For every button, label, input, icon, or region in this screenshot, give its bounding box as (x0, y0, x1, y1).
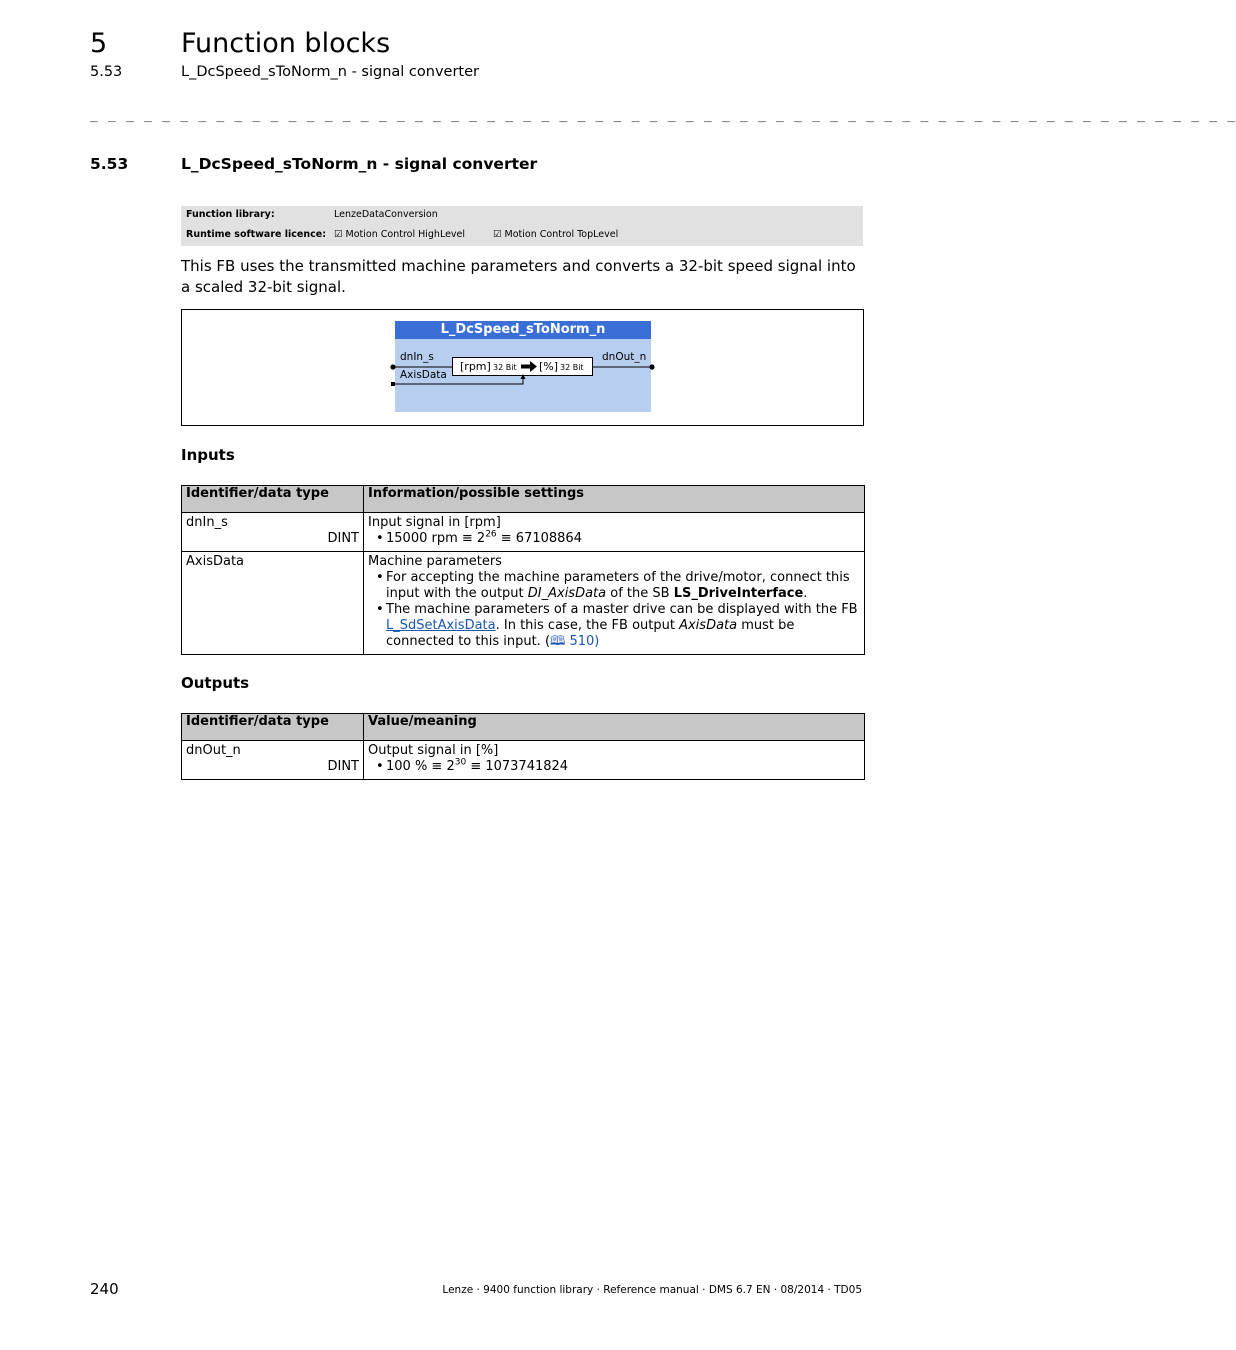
outputs-col-identifier: Identifier/data type (182, 714, 364, 741)
library-info-box (181, 206, 863, 246)
bullet-item: • The machine parameters of a master drive can be displayed with the FB L_SdSetAxisData. In this case, the FB output AxisData must be connected to this input. (🕮 510) (386, 602, 860, 650)
section-number: 5.53 (90, 155, 129, 173)
conv-out-unit: [%] (539, 360, 559, 373)
section-title: L_DcSpeed_sToNorm_n - signal converter (181, 155, 538, 173)
diagram-wires (182, 310, 863, 425)
bullet-item: • For accepting the machine parameters of the drive/motor, connect this input with the output DI_AxisData of the SB LS_DriveInterface. (386, 570, 860, 602)
chapter-number: 5 (90, 28, 108, 59)
header-section-number: 5.53 (90, 64, 123, 80)
arrowhead-axisdata (521, 374, 526, 379)
intro-paragraph: This FB uses the transmitted machine parameters and converts a 32-bit speed signal into a scaled 32-bit signal. (181, 257, 856, 296)
table-header-row (182, 714, 865, 741)
inputs-col-info: Information/possible settings (364, 486, 865, 513)
function-block-title: L_DcSpeed_sToNorm_n (395, 321, 651, 339)
info-text: Output signal in [%] (368, 743, 499, 758)
table-header-row (182, 486, 865, 513)
bullet-item: • 15000 rpm ≡ $2^{26} \equiv 67108864$ (386, 531, 860, 547)
table-row (182, 741, 865, 780)
page-number: 240 (90, 1280, 119, 1298)
header-separator: _ _ _ _ _ _ _ _ _ _ _ _ _ _ _ _ _ _ _ _ _ _ _ _ _ _ _ _ _ _ _ _ _ _ _ _ _ _ _ _ _ _ _ _ _ _ _ _ _ _ _ _ _ _ _ _ _ _ _ _ _ _ _ _ (90, 108, 1236, 123)
data-type: DINT (327, 531, 359, 546)
info-cell (364, 552, 865, 655)
footer-text: Lenze · 9400 function library · Reference manual · DMS 6.7 EN · 08/2014 · TD05 (442, 1284, 862, 1296)
inputs-heading: Inputs (181, 446, 235, 464)
table-row (182, 513, 865, 552)
connector-dnout (649, 364, 654, 369)
conv-in-unit: [rpm] (460, 360, 491, 373)
data-type: DINT (327, 759, 359, 774)
input-label-axisdata: AxisData (400, 369, 447, 381)
conv-out-bits: 32 Bit (560, 363, 584, 372)
inputs-col-identifier: Identifier/data type (182, 486, 364, 513)
outputs-table (181, 713, 865, 780)
outputs-col-value: Value/meaning (364, 714, 865, 741)
info-cell (364, 513, 865, 552)
connector-axisdata (391, 382, 395, 386)
table-row (182, 552, 865, 655)
outputs-heading: Outputs (181, 674, 250, 692)
chapter-title: Function blocks (181, 28, 391, 59)
identifier: dnIn_s (186, 515, 228, 530)
info-text: Machine parameters (368, 554, 502, 569)
info-text: Input signal in [rpm] (368, 515, 501, 530)
library-label: Function library: (186, 209, 275, 220)
identifier-cell (182, 513, 364, 552)
link-l-sdsetaxisdata[interactable]: L_SdSetAxisData (386, 618, 496, 633)
page-reference-link[interactable]: 🕮 510) (550, 634, 600, 649)
identifier-cell (182, 741, 364, 780)
header-section-title: L_DcSpeed_sToNorm_n - signal converter (181, 64, 479, 80)
licence-toplevel: ☑ Motion Control TopLevel (493, 229, 619, 240)
licence-highlevel: ☑ Motion Control HighLevel (334, 229, 466, 240)
licence-label: Runtime software licence: (186, 229, 326, 240)
wire-axisdata (393, 377, 523, 384)
conv-in-bits: 32 Bit (493, 363, 517, 372)
input-label-dnin: dnIn_s (400, 351, 434, 363)
function-block-diagram (181, 309, 864, 426)
connector-dnin (390, 364, 395, 369)
identifier: dnOut_n (186, 743, 241, 758)
bullet-item: • 100 % ≡ $2^{30} \equiv 1073741824$ (386, 759, 860, 775)
inputs-table (181, 485, 865, 655)
output-label-dnout: dnOut_n (602, 351, 647, 363)
identifier: AxisData (186, 554, 245, 569)
library-value: LenzeDataConversion (334, 209, 438, 220)
identifier-cell (182, 552, 364, 655)
info-cell (364, 741, 865, 780)
